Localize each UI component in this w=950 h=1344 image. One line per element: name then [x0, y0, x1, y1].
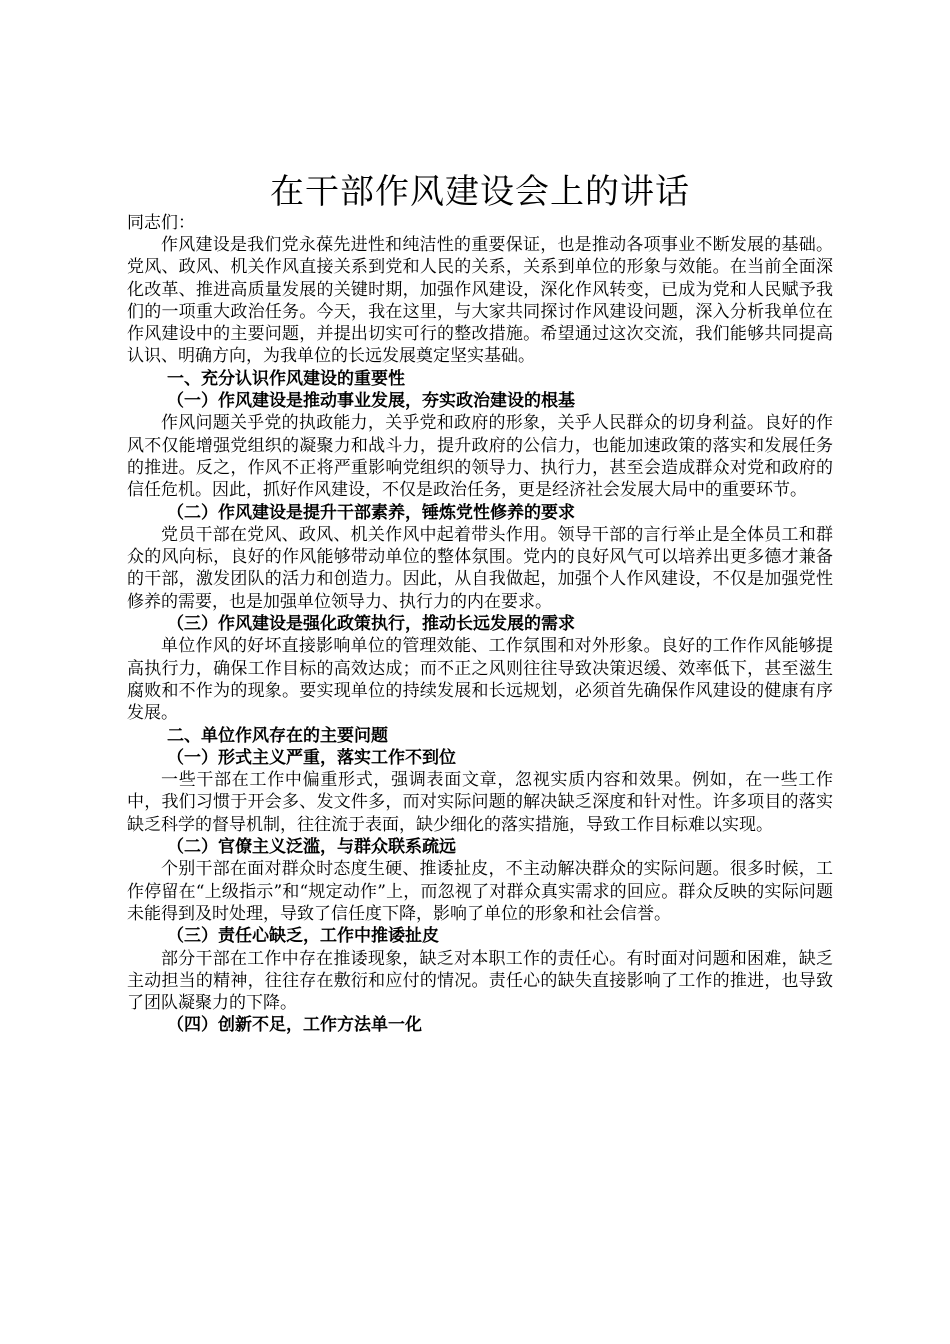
section-1-1-heading: （一）作风建设是推动事业发展，夯实政治建设的根基: [167, 391, 575, 412]
section-1-3-heading: （三）作风建设是强化政策执行，推动长远发展的需求: [167, 614, 575, 635]
section-2-3-paragraph: 部分干部在工作中存在推诿现象，缺乏对本职工作的责任心。有时面对问题和困难，缺乏主动担当的精神，往往存在敷衍和应付的情况。责任心的缺失直接影响了工作的推进，也导致了团队凝聚力的下降。: [127, 948, 833, 1014]
section-2-1-heading: （一）形式主义严重，落实工作不到位: [167, 747, 456, 768]
section-2-heading: 二、单位作风存在的主要问题: [167, 725, 388, 746]
document-title: 在干部作风建设会上的讲话: [270, 172, 690, 212]
section-2-2-paragraph: 个别干部在面对群众时态度生硬、推诿扯皮，不主动解决群众的实际问题。很多时候，工作停留在“上级指示”和“规定动作”上，而忽视了对群众真实需求的回应。群众反映的实际问题未能得到及时处理，导致了信任度下降，影响了单位的形象和社会信誉。: [127, 859, 833, 924]
section-1-1-paragraph: 作风问题关乎党的执政能力，关乎党和政府的形象，关乎人民群众的切身利益。良好的作风不仅能增强党组织的凝聚力和战斗力，提升政府的公信力，也能加速政策的落实和发展任务的推进。反之，作风不正将严重影响党组织的领导力、执行力，甚至会造成群众对党和政府的信任危机。因此，抓好作风建设，不仅是政治任务，更是经济社会发展大局中的重要环节。: [127, 413, 833, 501]
section-2-4-heading: （四）创新不足，工作方法单一化: [167, 1015, 422, 1036]
intro-paragraph: 作风建设是我们党永葆先进性和纯洁性的重要保证，也是推动各项事业不断发展的基础。党风、政风、机关作风直接关系到党和人民的关系，关系到单位的形象与效能。在当前全面深化改革、推进高质量发展的关键时期，加强作风建设，深化作风转变，已成为党和人民赋予我们的一项重大政治任务。今天，我在这里，与大家共同探讨作风建设问题，深入分析我单位在作风建设中的主要问题，并提出切实可行的整改措施。希望通过这次交流，我们能够共同提高认识、明确方向，为我单位的长远发展奠定坚实基础。: [127, 235, 833, 367]
section-2-1-paragraph: 一些干部在工作中偏重形式，强调表面文章，忽视实质内容和效果。例如，在一些工作中，我们习惯于开会多、发文件多，而对实际问题的解决缺乏深度和针对性。许多项目的落实缺乏科学的督导机制，往往流于表面，缺少细化的落实措施，导致工作目标难以实现。: [127, 770, 833, 835]
section-1-heading: 一、充分认识作风建设的重要性: [167, 368, 405, 389]
document-page: [127, 0, 833, 1037]
section-1-3-paragraph: 单位作风的好坏直接影响单位的管理效能、工作氛围和对外形象。良好的工作作风能够提高执行力，确保工作目标的高效达成；而不正之风则往往导致决策迟缓、效率低下，甚至滋生腐败和不作为的现象。要实现单位的持续发展和长远规划，必须首先确保作风建设的健康有序发展。: [127, 636, 833, 724]
section-1-2-paragraph: 党员干部在党风、政风、机关作风中起着带头作用。领导干部的言行举止是全体员工和群众的风向标，良好的作风能够带动单位的整体氛围。党内的良好风气可以培养出更多德才兼备的干部，激发团队的活力和创造力。因此，从自我做起，加强个人作风建设，不仅是加强党性修养的需要，也是加强单位领导力、执行力的内在要求。: [127, 524, 833, 612]
greeting: 同志们：: [127, 213, 195, 233]
section-2-2-heading: （二）官僚主义泛滥，与群众联系疏远: [167, 837, 456, 858]
section-1-2-heading: （二）作风建设是提升干部素养，锤炼党性修养的要求: [167, 502, 575, 523]
section-2-3-heading: （三）责任心缺乏，工作中推诿扯皮: [167, 926, 439, 947]
